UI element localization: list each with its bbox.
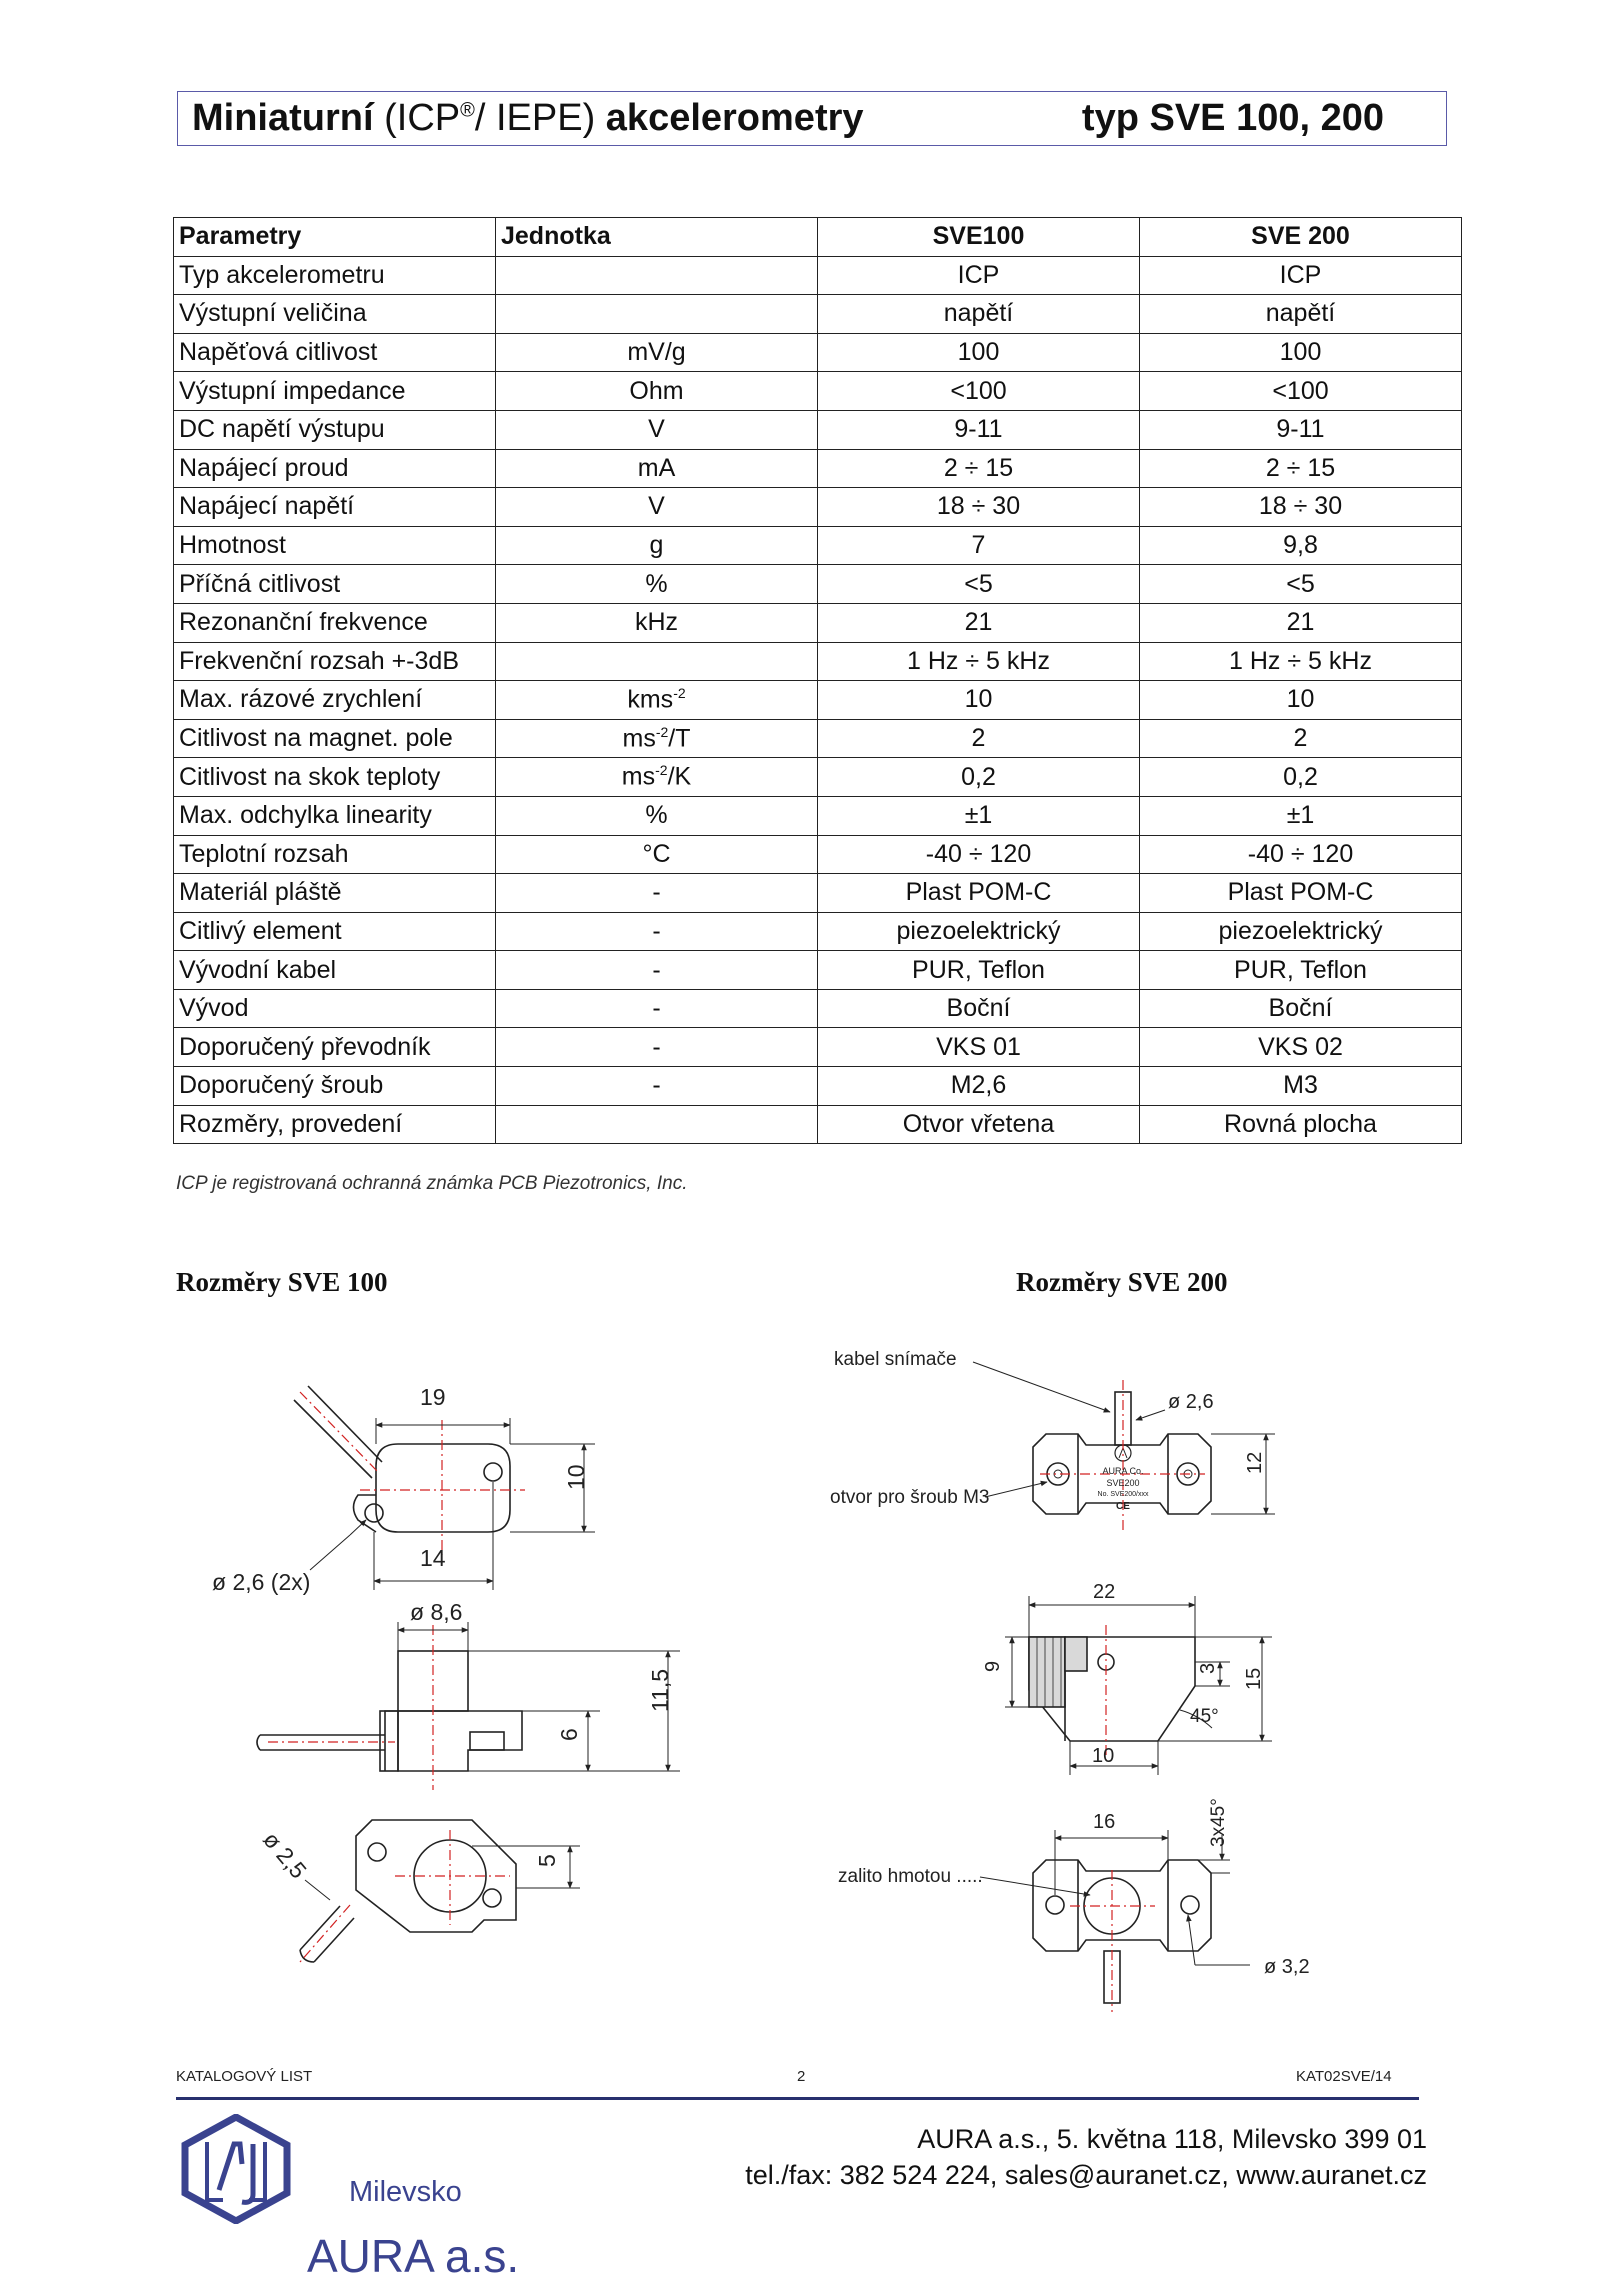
sve200-value-cell: PUR, Teflon xyxy=(1140,951,1462,990)
unit-cell: kms$^{-2}$ xyxy=(496,681,818,720)
sve100-value-cell: ±1 xyxy=(818,796,1140,835)
sve100-value-cell: <100 xyxy=(818,372,1140,411)
unit-cell: % xyxy=(496,796,818,835)
sve200-dim-3: 3 xyxy=(1197,1662,1219,1674)
unit-cell: V xyxy=(496,410,818,449)
sve200-value-cell: 18 ÷ 30 xyxy=(1140,488,1462,527)
sve200-dim-22: 22 xyxy=(1093,1581,1116,1603)
sve100-value-cell: 7 xyxy=(818,526,1140,565)
param-name-cell: Frekvenční rozsah +-3dB xyxy=(174,642,496,681)
sve200-value-cell: M3 xyxy=(1140,1067,1462,1106)
param-name-cell: Výstupní veličina xyxy=(174,295,496,334)
sve200-value-cell: napětí xyxy=(1140,295,1462,334)
logo-company-name: AURA a.s. xyxy=(307,2230,520,2282)
sve100-dim-10: 10 xyxy=(563,1464,589,1490)
unit-cell: $ms^{-2}/T$ xyxy=(496,719,818,758)
page-title: Miniaturní (ICP®/ IEPE) akcelerometry xyxy=(192,97,864,139)
sve200-value-cell: piezoelektrický xyxy=(1140,912,1462,951)
sve200-hole-dia: ø 3,2 xyxy=(1264,1956,1310,1978)
sve100-dim-115: 11,5 xyxy=(647,1668,673,1712)
sve200-value-cell: VKS 02 xyxy=(1140,1028,1462,1067)
sve200-serial: No. SVE200/xxx xyxy=(1097,1491,1149,1498)
unit-cell: mA xyxy=(496,449,818,488)
param-name-cell: Doporučený šroub xyxy=(174,1067,496,1106)
sve200-potting-label: zalito hmotou ..... xyxy=(838,1866,983,1887)
unit-cell: °C xyxy=(496,835,818,874)
header-jednotka: Jednotka xyxy=(496,218,818,257)
unit-cell: g xyxy=(496,526,818,565)
footer-contact: tel./fax: 382 524 224, sales@auranet.cz, www.auranet.cz xyxy=(745,2160,1427,2190)
unit-cell: % xyxy=(496,565,818,604)
sve100-dim-14: 14 xyxy=(420,1545,446,1571)
param-name-cell: Vývod xyxy=(174,989,496,1028)
sve200-value-cell: <5 xyxy=(1140,565,1462,604)
footer-page-number: 2 xyxy=(797,2068,806,2085)
sve100-value-cell: 100 xyxy=(818,333,1140,372)
sve200-value-cell: Rovná plocha xyxy=(1140,1105,1462,1144)
unit-cell: - xyxy=(496,1028,818,1067)
unit-cell: - xyxy=(496,951,818,990)
param-name-cell: Napěťová citlivost xyxy=(174,333,496,372)
sve200-dim-9: 9 xyxy=(982,1660,1004,1672)
header-sve100: SVE100 xyxy=(818,218,1140,257)
sve200-cable-label: kabel snímače xyxy=(834,1349,957,1370)
sve100-value-cell: 18 ÷ 30 xyxy=(818,488,1140,527)
sve100-value-cell: 0,2 xyxy=(818,758,1140,797)
footer-address: AURA a.s., 5. května 118, Milevsko 399 01 xyxy=(917,2124,1427,2154)
sve200-dim-10: 10 xyxy=(1092,1745,1115,1767)
param-name-cell: DC napětí výstupu xyxy=(174,410,496,449)
sve200-value-cell: 21 xyxy=(1140,603,1462,642)
trademark-note: ICP je registrovaná ochranná známka PCB Piezotronics, Inc. xyxy=(176,1173,688,1194)
param-name-cell: Max. odchylka linearity xyxy=(174,796,496,835)
sve200-value-cell: 9,8 xyxy=(1140,526,1462,565)
unit-cell: - xyxy=(496,989,818,1028)
sve100-value-cell: ICP xyxy=(818,256,1140,295)
param-name-cell: Citlivý element xyxy=(174,912,496,951)
sve200-value-cell: 10 xyxy=(1140,681,1462,720)
footer-catalog-label: KATALOGOVÝ LIST xyxy=(176,2068,313,2085)
sve100-value-cell: piezoelektrický xyxy=(818,912,1140,951)
param-name-cell: Materiál pláště xyxy=(174,874,496,913)
sve200-value-cell: 2 xyxy=(1140,719,1462,758)
param-name-cell: Rozměry, provedení xyxy=(174,1105,496,1144)
sve100-value-cell: 2 ÷ 15 xyxy=(818,449,1140,488)
unit-cell: mV/g xyxy=(496,333,818,372)
sve100-value-cell: PUR, Teflon xyxy=(818,951,1140,990)
sve200-dim-16: 16 xyxy=(1093,1811,1116,1833)
unit-cell: V xyxy=(496,488,818,527)
sve200-bottom-view xyxy=(980,1830,1250,2012)
sve100-dim-19: 19 xyxy=(420,1384,446,1410)
header-parametry: Parametry xyxy=(174,218,496,257)
company-logo xyxy=(174,2114,584,2282)
unit-cell: - xyxy=(496,874,818,913)
sve100-value-cell: M2,6 xyxy=(818,1067,1140,1106)
sve200-value-cell: <100 xyxy=(1140,372,1462,411)
sve200-value-cell: ICP xyxy=(1140,256,1462,295)
sve100-side-view xyxy=(257,1622,680,1790)
sve200-value-cell: 1 Hz ÷ 5 kHz xyxy=(1140,642,1462,681)
sve100-value-cell: -40 ÷ 120 xyxy=(818,835,1140,874)
dimensions-title-sve100: Rozměry SVE 100 xyxy=(176,1267,388,1297)
param-name-cell: Teplotní rozsah xyxy=(174,835,496,874)
sve200-ce-mark: CE xyxy=(1116,1501,1130,1512)
sve200-value-cell: -40 ÷ 120 xyxy=(1140,835,1462,874)
sve100-value-cell: 21 xyxy=(818,603,1140,642)
dimensions-title-sve200: Rozměry SVE 200 xyxy=(1016,1267,1228,1297)
unit-cell: - xyxy=(496,912,818,951)
sve200-brand: AURA Co. xyxy=(1102,1466,1144,1476)
logo-city: Milevsko xyxy=(349,2176,462,2208)
param-name-cell: Doporučený převodník xyxy=(174,1028,496,1067)
sve100-dim-5: 5 xyxy=(534,1854,560,1867)
product-type: typ SVE 100, 200 xyxy=(1081,97,1384,139)
sve100-hole-dia: ø 2,6 (2x) xyxy=(212,1569,311,1595)
footer-document-code: KAT02SVE/14 xyxy=(1296,2068,1392,2085)
sve200-value-cell: 0,2 xyxy=(1140,758,1462,797)
sve100-value-cell: 1 Hz ÷ 5 kHz xyxy=(818,642,1140,681)
sve100-cable-dia: ø 2,5 xyxy=(258,1826,312,1884)
sve100-value-cell: VKS 01 xyxy=(818,1028,1140,1067)
unit-cell: $ms^{-2}/K$ xyxy=(496,758,818,797)
sve100-dia-86: ø 8,6 xyxy=(410,1599,463,1625)
sve200-side-view xyxy=(1005,1596,1272,1775)
sve200-screw-label: otvor pro šroub M3 xyxy=(830,1487,990,1508)
param-name-cell: Citlivost na magnet. pole xyxy=(174,719,496,758)
param-name-cell: Výstupní impedance xyxy=(174,372,496,411)
sve100-bottom-view xyxy=(300,1820,580,1962)
header-sve200: SVE 200 xyxy=(1140,218,1462,257)
footer-divider xyxy=(176,2097,1419,2100)
sve200-dim-15: 15 xyxy=(1243,1667,1265,1690)
sve100-value-cell: 9-11 xyxy=(818,410,1140,449)
param-name-cell: Vývodní kabel xyxy=(174,951,496,990)
sve200-dim-12: 12 xyxy=(1244,1451,1266,1474)
param-name-cell: Napájecí proud xyxy=(174,449,496,488)
aura-emblem-icon xyxy=(174,2114,298,2224)
sve200-angle: 45° xyxy=(1190,1706,1219,1727)
sve100-value-cell: 10 xyxy=(818,681,1140,720)
param-name-cell: Příčná citlivost xyxy=(174,565,496,604)
sve100-dim-6: 6 xyxy=(556,1728,582,1741)
sve100-value-cell: Boční xyxy=(818,989,1140,1028)
param-name-cell: Max. rázové zrychlení xyxy=(174,681,496,720)
sve200-value-cell: 100 xyxy=(1140,333,1462,372)
sve200-value-cell: Boční xyxy=(1140,989,1462,1028)
sve200-cable-dia: ø 2,6 xyxy=(1168,1391,1214,1413)
param-name-cell: Typ akcelerometru xyxy=(174,256,496,295)
sve200-value-cell: 2 ÷ 15 xyxy=(1140,449,1462,488)
unit-cell: kHz xyxy=(496,603,818,642)
param-name-cell: Napájecí napětí xyxy=(174,488,496,527)
unit-cell: - xyxy=(496,1067,818,1106)
param-name-cell: Citlivost na skok teploty xyxy=(174,758,496,797)
unit-cell: Ohm xyxy=(496,372,818,411)
sve100-value-cell: 2 xyxy=(818,719,1140,758)
sve200-model: SVE200 xyxy=(1106,1478,1140,1488)
sve100-value-cell: Plast POM-C xyxy=(818,874,1140,913)
param-name-cell: Rezonanční frekvence xyxy=(174,603,496,642)
sve200-chamfer: 3x45° xyxy=(1208,1798,1229,1847)
sve200-value-cell: Plast POM-C xyxy=(1140,874,1462,913)
sve200-value-cell: ±1 xyxy=(1140,796,1462,835)
sve100-value-cell: napětí xyxy=(818,295,1140,334)
sve200-value-cell: 9-11 xyxy=(1140,410,1462,449)
param-name-cell: Hmotnost xyxy=(174,526,496,565)
sve100-value-cell: <5 xyxy=(818,565,1140,604)
sve100-value-cell: Otvor vřetena xyxy=(818,1105,1140,1144)
